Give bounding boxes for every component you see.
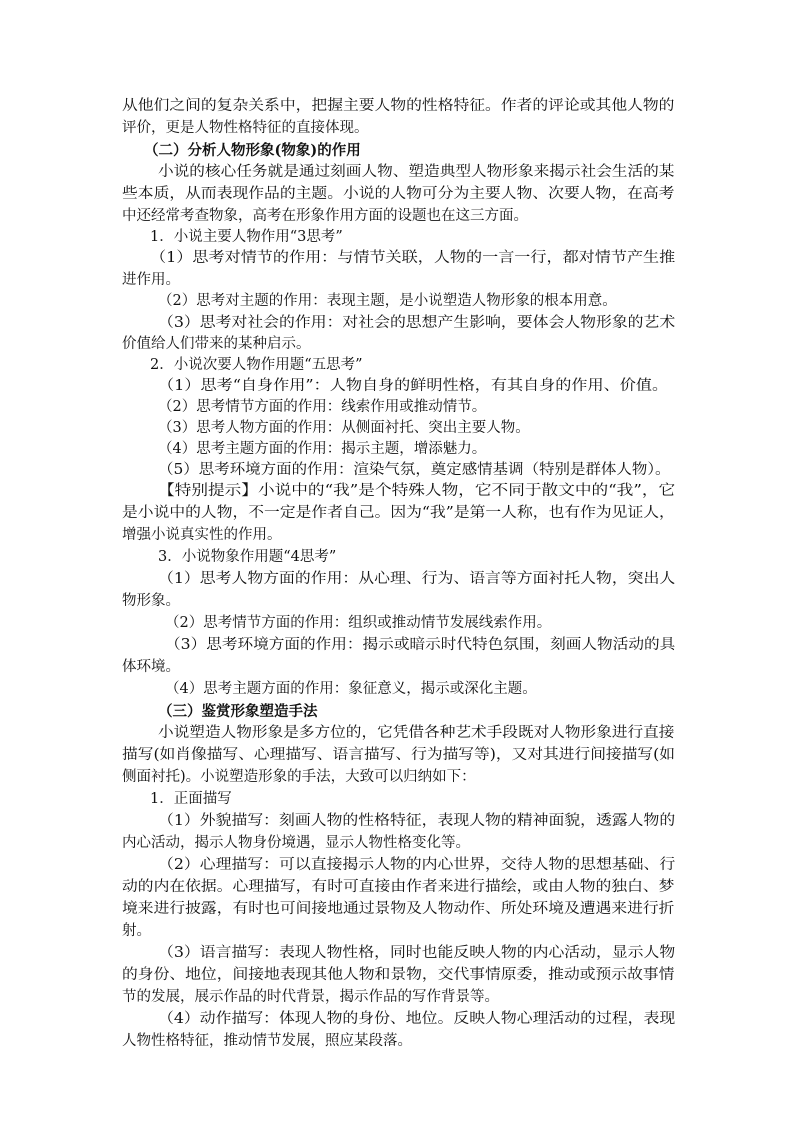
paragraph-line: 体环境。 [122, 659, 180, 675]
paragraph-line: 侧面衬托)。小说塑造形象的手法，大致可以归纳如下： [122, 769, 476, 785]
paragraph-line: （4）思考主题方面的作用：揭示主题，增添魅力。 [158, 441, 487, 457]
paragraph-line: （3）思考人物方面的作用：从侧面衬托、突出主要人物。 [158, 420, 530, 436]
paragraph-line: （4）动作描写：体现人物的身份、地位。反映人物心理活动的过程，表现 [158, 1011, 676, 1027]
paragraph-line: 人物性格特征，推动情节发展，照应某段落。 [122, 1033, 412, 1049]
paragraph-line: 小说的核心任务就是通过刻画人物、塑造典型人物形象来揭示社会生活的某 [158, 164, 675, 180]
paragraph-line: 描写(如肖像描写、心理描写、语言描写、行为描写等)，又对其进行间接描写(如 [122, 747, 675, 763]
paragraph-line: 从他们之间的复杂关系中，把握主要人物的性格特征。作者的评论或其他人物的 [122, 98, 675, 114]
paragraph-line: 价值给人们带来的某种启示。 [122, 336, 311, 352]
paragraph-line: 【特别提示】小说中的“我”是个特殊人物，它不同于散文中的“我”，它 [158, 483, 676, 499]
paragraph-line: （1）外貌描写：刻画人物的性格特征，表现人物的精神面貌，透露人物的 [158, 813, 676, 829]
section-heading: （三）鉴赏形象塑造手法 [158, 703, 318, 720]
paragraph-line: （1）思考“自身作用”：人物自身的鲜明性格，有其自身的作用、价值。 [158, 378, 669, 394]
paragraph-line: 境来进行披露，有时也可间接地通过景物及人物动作、所处环境及遭遇来进行折 [122, 901, 675, 917]
paragraph-line: （3）思考环境方面的作用：揭示或暗示时代特色氛围，刻画人物活动的具 [165, 637, 676, 653]
paragraph-line: 节的发展，展示作品的时代背景，揭示作品的写作背景等。 [122, 989, 499, 1005]
paragraph-line: 射。 [122, 923, 151, 939]
paragraph-line: （5）思考环境方面的作用：渲染气氛，奠定感情基调（特别是群体人物）。 [158, 462, 671, 478]
paragraph-line: 评价，更是人物性格特征的直接体现。 [122, 120, 369, 136]
subheading: 3．小说物象作用题“4思考” [158, 549, 337, 565]
paragraph-line: 的身份、地位，间接地表现其他人物和景物，交代事情原委，推动或预示故事情 [122, 967, 675, 983]
section-heading: （二）分析人物形象(物象)的作用 [144, 142, 361, 159]
paragraph-line: 些本质，从而表现作品的主题。小说的人物可分为主要人物、次要人物，在高考 [122, 186, 675, 202]
paragraph-line: 内心活动，揭示人物身份境遇，显示人物性格变化等。 [122, 835, 470, 851]
paragraph-line: 中还经常考查物象，高考在形象作用方面的设题也在这三方面。 [122, 208, 528, 224]
paragraph-line: （1）思考对情节的作用：与情节关联，人物的一言一行，都对情节产生推 [150, 250, 676, 266]
paragraph-line: （2）思考情节方面的作用：组织或推动情节发展线索作用。 [165, 615, 552, 631]
paragraph-line: （2）思考对主题的作用：表现主题，是小说塑造人物形象的根本用意。 [158, 293, 617, 309]
paragraph-line: （4）思考主题方面的作用：象征意义，揭示或深化主题。 [165, 681, 537, 697]
paragraph-line: 进作用。 [122, 272, 180, 288]
paragraph-line: （2）心理描写：可以直接揭示人物的内心世界，交待人物的思想基础、行 [158, 857, 676, 873]
paragraph-line: 小说塑造人物形象是多方位的，它凭借各种艺术手段既对人物形象进行直接 [158, 725, 675, 741]
paragraph-line: （2）思考情节方面的作用：线索作用或推动情节。 [158, 399, 487, 415]
subheading: 1．正面描写 [150, 791, 232, 807]
paragraph-line: （3）思考对社会的作用：对社会的思想产生影响，要体会人物形象的艺术 [158, 315, 676, 331]
subheading: 2．小说次要人物作用题“五思考” [150, 357, 363, 373]
paragraph-line: 增强小说真实性的作用。 [122, 527, 282, 543]
subheading: 1．小说主要人物作用“3思考” [150, 229, 343, 245]
paragraph-line: （1）思考人物方面的作用：从心理、行为、语言等方面衬托人物，突出人 [158, 571, 676, 587]
paragraph-line: 是小说中的人物，不一定是作者自己。因为“我”是第一人称，也有作为见证人， [122, 505, 675, 521]
paragraph-line: 物形象。 [122, 593, 180, 609]
paragraph-line: 动的内在依据。心理描写，有时可直接由作者来进行描绘，或由人物的独白、梦 [122, 879, 675, 895]
paragraph-line: （3）语言描写：表现人物性格，同时也能反映人物的内心活动，显示人物 [158, 945, 676, 961]
